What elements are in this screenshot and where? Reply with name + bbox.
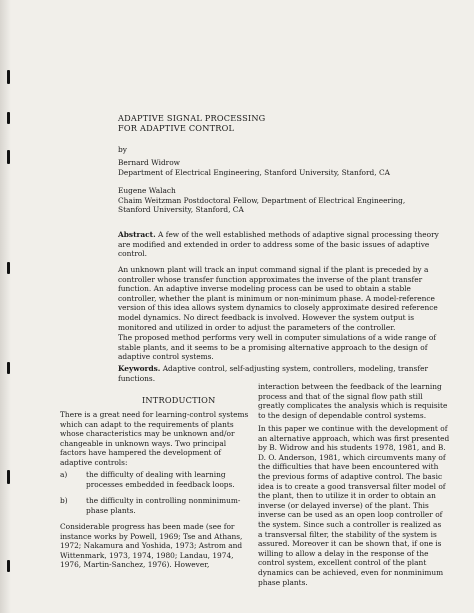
list-item-a: [60, 470, 67, 480]
text-line: dynamics can be achieved, even for nonminimum: [258, 567, 444, 577]
text-line: the difficulties that have been encountered with: [258, 462, 439, 472]
keywords: [118, 364, 428, 383]
text-line: changeable in unknown ways. Two principal: [60, 438, 227, 448]
keywords-label: Keywords.: [118, 364, 161, 373]
text-line: D. O. Anderson, 1981, which circumvents many of: [258, 452, 446, 462]
title-line-2: FOR ADAPTIVE CONTROL: [118, 122, 235, 133]
text-line: by B. Widrow and his students 1978, 1981, and B.: [258, 443, 446, 453]
binding-mark: [7, 150, 10, 164]
author-block-1: [118, 158, 390, 177]
author-name: Bernard Widrow: [118, 158, 180, 167]
author-name: Eugene Walach: [118, 186, 176, 195]
author-block-2: [118, 186, 405, 215]
text-line: controller whose transfer function approximates the inverse of the plant transfer: [118, 274, 423, 284]
text-line: model dynamics. No direct feedback is involved. However the system output is: [118, 312, 415, 322]
right-column-paragraph-1: [258, 382, 447, 420]
text-line: assured. Moreover it can be shown that, if one is: [258, 539, 442, 549]
text-line: interaction between the feedback of the learning: [258, 382, 442, 391]
text-line: stable plants, and it seems to be a promising alternative approach to the design of: [118, 342, 428, 352]
text-line: an alternative approach, which was first presented: [258, 433, 450, 443]
list-item-b-text: [86, 496, 240, 515]
binding-mark: [7, 112, 10, 124]
author-affiliation: Stanford University, Stanford, CA: [118, 205, 244, 215]
text-line: greatly complicates the analysis which is requisite: [258, 401, 448, 411]
text-line: phase plants.: [86, 505, 136, 515]
text-line: the plant, then to utilize it in order to obtain an: [258, 491, 436, 501]
text-line: which can adapt to the requirements of plants: [60, 419, 234, 429]
page-edge: [0, 0, 11, 613]
text-line: control system, excellent control of the plant: [258, 558, 427, 568]
list-marker: a): [60, 470, 68, 479]
text-line: adaptive control systems.: [118, 352, 214, 362]
text-line: idea is to create a good transversal filter model of: [258, 481, 446, 491]
text-line: version of this idea allows system dynamics to closely approximate desired reference: [118, 303, 438, 313]
list-item-b: [60, 496, 68, 506]
list-marker: b): [60, 496, 68, 505]
abstract-line: control.: [118, 249, 148, 259]
list-item-a-text: [86, 470, 235, 489]
text-line: In this paper we continue with the development of: [258, 424, 448, 433]
text-line: factors have hampered the development of: [60, 448, 222, 458]
text-line: phase plants.: [258, 577, 308, 587]
abstract-label: Abstract.: [118, 230, 156, 239]
right-column-paragraph-2: [258, 424, 449, 587]
title-line-1: ADAPTIVE SIGNAL PROCESSING: [118, 113, 266, 123]
abstract: [118, 230, 439, 259]
text-line: the difficulty in controlling nonminimum-: [86, 496, 241, 505]
abstract-line: A few of the well established methods of adaptive signal processing theory: [158, 230, 439, 239]
author-affiliation: Department of Electrical Engineering, Stanford University, Stanford, CA: [118, 167, 390, 177]
text-line: process and that of the signal flow path still: [258, 391, 423, 401]
by-line: by: [118, 145, 127, 154]
body-paragraph-2: [118, 333, 436, 362]
text-line: willing to allow a delay in the response of the: [258, 548, 429, 558]
text-line: 1972; Nakamura and Yoshida, 1973; Astrom and: [60, 541, 243, 551]
text-line: There is a great need for learning-control systems: [60, 410, 249, 419]
text-line: inverse can be used as an open loop controller of: [258, 510, 443, 520]
text-line: controller, whether the plant is minimum or non-minimum phase. A model-reference: [118, 293, 435, 303]
paper-title: [118, 114, 265, 133]
binding-mark: [7, 560, 10, 572]
binding-mark: [7, 470, 10, 484]
binding-mark: [7, 362, 10, 374]
text-line: An unknown plant will track an input command signal if the plant is preceded by a: [118, 265, 429, 274]
left-column-paragraph-2: [60, 522, 242, 570]
text-line: the difficulty of dealing with learning: [86, 470, 226, 479]
abstract-line: are modified and extended in order to address some of the basic issues of adaptive: [118, 239, 430, 249]
text-line: monitored and utilized in order to adjust the parameters of the controller.: [118, 322, 396, 332]
text-line: The proposed method performs very well in computer simulations of a wide range of: [118, 333, 437, 342]
text-line: whose characteristics may be unknown and/or: [60, 429, 235, 439]
text-line: instance works by Powell, 1969; Tse and Athans,: [60, 531, 243, 541]
text-line: adaptive controls:: [60, 457, 128, 467]
section-heading: INTRODUCTION: [142, 395, 216, 405]
text-line: Wittenmark, 1973, 1974, 1980; Landau, 1974,: [60, 550, 234, 560]
text-line: the system. Since such a controller is realized as: [258, 519, 442, 529]
keywords-line: functions.: [118, 373, 156, 383]
text-line: to the design of dependable control systems.: [258, 410, 427, 420]
binding-mark: [7, 262, 10, 274]
body-paragraph-1: [118, 265, 438, 332]
keywords-line: Adaptive control, self-adjusting system, controllers, modeling, transfer: [162, 364, 428, 373]
text-line: function. An adaptive inverse modeling process can be used to obtain a stable: [118, 284, 411, 294]
text-line: Considerable progress has been made (see for: [60, 522, 235, 531]
text-line: a transversal filter, the stability of the system is: [258, 529, 437, 539]
binding-mark: [7, 70, 10, 84]
left-column-paragraph-1: [60, 410, 248, 468]
text-line: 1976, Martin-Sanchez, 1976). However,: [60, 560, 210, 570]
author-affiliation: Chaim Weitzman Postdoctoral Fellow, Department of Electrical Engineering,: [118, 195, 406, 205]
text-line: the previous forms of adaptive control. The basic: [258, 471, 443, 481]
text-line: processes embedded in feedback loops.: [86, 479, 235, 489]
text-line: inverse (or delayed inverse) of the plant. This: [258, 500, 429, 510]
